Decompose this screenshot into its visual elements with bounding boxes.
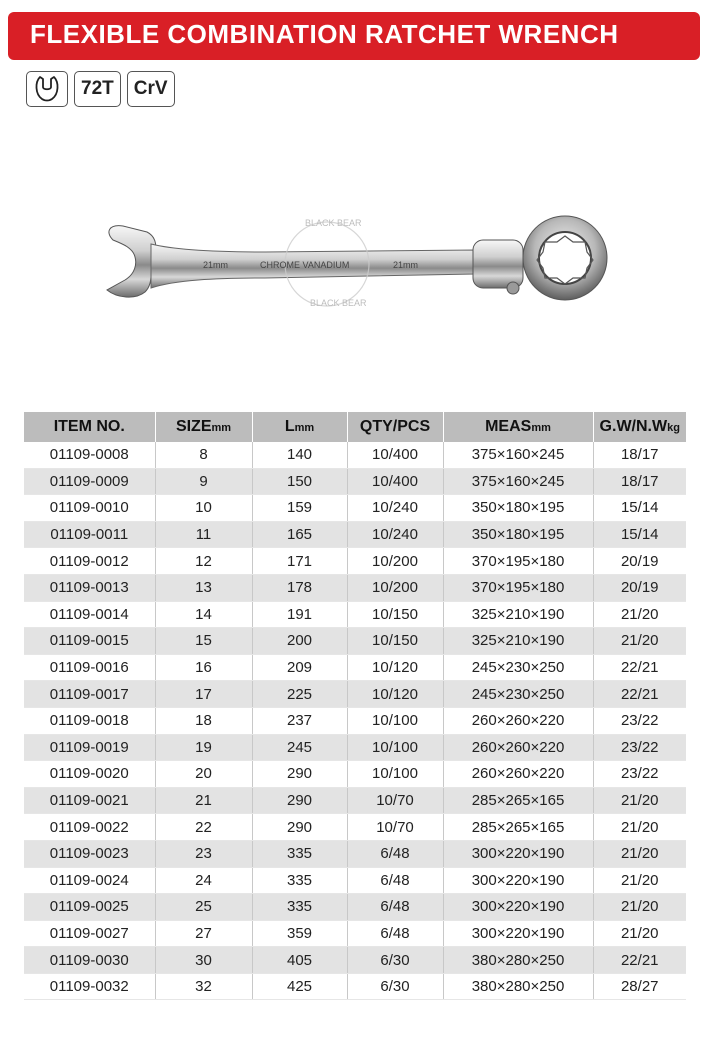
weight-cell: 21/20 [593, 601, 686, 628]
meas-cell: 260×260×220 [443, 761, 593, 788]
page-title: FLEXIBLE COMBINATION RATCHET WRENCH [30, 19, 619, 49]
item-no-cell: 01109-0021 [24, 787, 155, 814]
product-image [95, 202, 615, 322]
item-no-cell: 01109-0014 [24, 601, 155, 628]
column-header-length: Lmm [252, 412, 347, 442]
length-cell: 209 [252, 654, 347, 681]
weight-cell: 20/19 [593, 548, 686, 575]
item-no-cell: 01109-0024 [24, 867, 155, 894]
item-no-cell: 01109-0015 [24, 628, 155, 655]
meas-cell: 260×260×220 [443, 707, 593, 734]
length-cell: 165 [252, 521, 347, 548]
size-cell: 24 [155, 867, 252, 894]
qty-cell: 10/70 [347, 787, 443, 814]
table-row [24, 973, 686, 1000]
qty-cell: 6/30 [347, 973, 443, 1000]
meas-cell: 300×220×190 [443, 894, 593, 921]
weight-cell: 23/22 [593, 734, 686, 761]
qty-cell: 6/30 [347, 947, 443, 974]
feature-badges [26, 71, 175, 107]
table-row [24, 867, 686, 894]
item-no-cell: 01109-0018 [24, 707, 155, 734]
size-cell: 32 [155, 973, 252, 1000]
weight-cell: 18/17 [593, 468, 686, 495]
qty-cell: 10/150 [347, 628, 443, 655]
size-cell: 18 [155, 707, 252, 734]
length-cell: 290 [252, 787, 347, 814]
length-cell: 405 [252, 947, 347, 974]
weight-cell: 15/14 [593, 495, 686, 522]
table-row [24, 761, 686, 788]
size-cell: 13 [155, 574, 252, 601]
table-row [24, 654, 686, 681]
item-no-cell: 01109-0016 [24, 654, 155, 681]
weight-cell: 28/27 [593, 973, 686, 1000]
watermark-bottom: BLACK BEAR [310, 298, 367, 308]
table-row [24, 707, 686, 734]
size-cell: 10 [155, 495, 252, 522]
table-row [24, 894, 686, 921]
table-row [24, 495, 686, 522]
item-no-cell: 01109-0022 [24, 814, 155, 841]
size-cell: 20 [155, 761, 252, 788]
qty-cell: 10/100 [347, 761, 443, 788]
weight-cell: 22/21 [593, 654, 686, 681]
spec-table [24, 412, 686, 1000]
size-cell: 8 [155, 442, 252, 468]
badge-crv: CrV [127, 71, 175, 107]
weight-cell: 21/20 [593, 787, 686, 814]
item-no-cell: 01109-0020 [24, 761, 155, 788]
qty-cell: 10/240 [347, 521, 443, 548]
item-no-cell: 01109-0032 [24, 973, 155, 1000]
length-cell: 200 [252, 628, 347, 655]
size-cell: 17 [155, 681, 252, 708]
item-no-cell: 01109-0023 [24, 840, 155, 867]
weight-cell: 21/20 [593, 920, 686, 947]
meas-cell: 245×230×250 [443, 654, 593, 681]
table-row [24, 814, 686, 841]
meas-cell: 380×280×250 [443, 973, 593, 1000]
weight-cell: 22/21 [593, 681, 686, 708]
meas-cell: 370×195×180 [443, 574, 593, 601]
table-row [24, 734, 686, 761]
item-no-cell: 01109-0011 [24, 521, 155, 548]
meas-cell: 300×220×190 [443, 867, 593, 894]
table-header-row [24, 412, 686, 442]
column-header-weight: G.W/N.Wkg [593, 412, 686, 442]
item-no-cell: 01109-0013 [24, 574, 155, 601]
open-end-wrench-icon [26, 71, 68, 107]
item-no-cell: 01109-0025 [24, 894, 155, 921]
size-cell: 27 [155, 920, 252, 947]
length-cell: 290 [252, 761, 347, 788]
size-cell: 16 [155, 654, 252, 681]
meas-cell: 325×210×190 [443, 628, 593, 655]
qty-cell: 10/100 [347, 734, 443, 761]
size-cell: 14 [155, 601, 252, 628]
length-cell: 171 [252, 548, 347, 575]
table-row [24, 574, 686, 601]
length-cell: 359 [252, 920, 347, 947]
length-cell: 425 [252, 973, 347, 1000]
size-cell: 22 [155, 814, 252, 841]
size-cell: 30 [155, 947, 252, 974]
qty-cell: 10/120 [347, 654, 443, 681]
meas-cell: 375×160×245 [443, 468, 593, 495]
weight-cell: 21/20 [593, 840, 686, 867]
item-no-cell: 01109-0009 [24, 468, 155, 495]
table-row [24, 548, 686, 575]
meas-cell: 350×180×195 [443, 495, 593, 522]
flex-joint [473, 240, 523, 288]
meas-cell: 285×265×165 [443, 814, 593, 841]
qty-cell: 10/120 [347, 681, 443, 708]
size-cell: 12 [155, 548, 252, 575]
table-row [24, 468, 686, 495]
column-header-meas: MEASmm [443, 412, 593, 442]
weight-cell: 21/20 [593, 628, 686, 655]
table-row [24, 521, 686, 548]
qty-cell: 6/48 [347, 894, 443, 921]
qty-cell: 10/150 [347, 601, 443, 628]
table-row [24, 947, 686, 974]
badge-72t: 72T [74, 71, 121, 107]
size-cell: 15 [155, 628, 252, 655]
length-cell: 178 [252, 574, 347, 601]
meas-cell: 300×220×190 [443, 920, 593, 947]
weight-cell: 20/19 [593, 574, 686, 601]
meas-cell: 245×230×250 [443, 681, 593, 708]
meas-cell: 300×220×190 [443, 840, 593, 867]
length-cell: 245 [252, 734, 347, 761]
meas-cell: 325×210×190 [443, 601, 593, 628]
watermark-top: BLACK BEAR [305, 218, 362, 228]
column-header-item-no: ITEM NO. [24, 412, 155, 442]
length-cell: 191 [252, 601, 347, 628]
engraving-size-left: 21mm [203, 260, 229, 270]
length-cell: 290 [252, 814, 347, 841]
size-cell: 23 [155, 840, 252, 867]
length-cell: 335 [252, 894, 347, 921]
column-header-size: SIZEmm [155, 412, 252, 442]
weight-cell: 21/20 [593, 814, 686, 841]
size-cell: 11 [155, 521, 252, 548]
table-row [24, 681, 686, 708]
qty-cell: 10/400 [347, 468, 443, 495]
length-cell: 237 [252, 707, 347, 734]
meas-cell: 350×180×195 [443, 521, 593, 548]
qty-cell: 10/240 [347, 495, 443, 522]
weight-cell: 22/21 [593, 947, 686, 974]
column-header-qty: QTY/PCS [347, 412, 443, 442]
length-cell: 159 [252, 495, 347, 522]
engraving-size-right: 21mm [393, 260, 419, 270]
title-banner [8, 12, 700, 60]
length-cell: 335 [252, 840, 347, 867]
length-cell: 150 [252, 468, 347, 495]
weight-cell: 23/22 [593, 707, 686, 734]
table-row [24, 442, 686, 468]
qty-cell: 10/70 [347, 814, 443, 841]
meas-cell: 370×195×180 [443, 548, 593, 575]
qty-cell: 10/400 [347, 442, 443, 468]
engraving-material: CHROME VANADIUM [260, 260, 350, 270]
size-cell: 25 [155, 894, 252, 921]
length-cell: 140 [252, 442, 347, 468]
weight-cell: 18/17 [593, 442, 686, 468]
table-row [24, 601, 686, 628]
size-cell: 21 [155, 787, 252, 814]
table-row [24, 787, 686, 814]
item-no-cell: 01109-0010 [24, 495, 155, 522]
table-row [24, 920, 686, 947]
item-no-cell: 01109-0012 [24, 548, 155, 575]
size-cell: 19 [155, 734, 252, 761]
length-cell: 335 [252, 867, 347, 894]
item-no-cell: 01109-0027 [24, 920, 155, 947]
item-no-cell: 01109-0008 [24, 442, 155, 468]
qty-cell: 6/48 [347, 867, 443, 894]
meas-cell: 380×280×250 [443, 947, 593, 974]
qty-cell: 10/200 [347, 548, 443, 575]
item-no-cell: 01109-0017 [24, 681, 155, 708]
qty-cell: 6/48 [347, 920, 443, 947]
weight-cell: 21/20 [593, 867, 686, 894]
open-end-head [107, 226, 156, 297]
size-cell: 9 [155, 468, 252, 495]
weight-cell: 23/22 [593, 761, 686, 788]
qty-cell: 10/100 [347, 707, 443, 734]
meas-cell: 375×160×245 [443, 442, 593, 468]
table-row [24, 628, 686, 655]
qty-cell: 10/200 [347, 574, 443, 601]
weight-cell: 15/14 [593, 521, 686, 548]
weight-cell: 21/20 [593, 894, 686, 921]
qty-cell: 6/48 [347, 840, 443, 867]
item-no-cell: 01109-0030 [24, 947, 155, 974]
meas-cell: 285×265×165 [443, 787, 593, 814]
meas-cell: 260×260×220 [443, 734, 593, 761]
table-row [24, 840, 686, 867]
length-cell: 225 [252, 681, 347, 708]
item-no-cell: 01109-0019 [24, 734, 155, 761]
